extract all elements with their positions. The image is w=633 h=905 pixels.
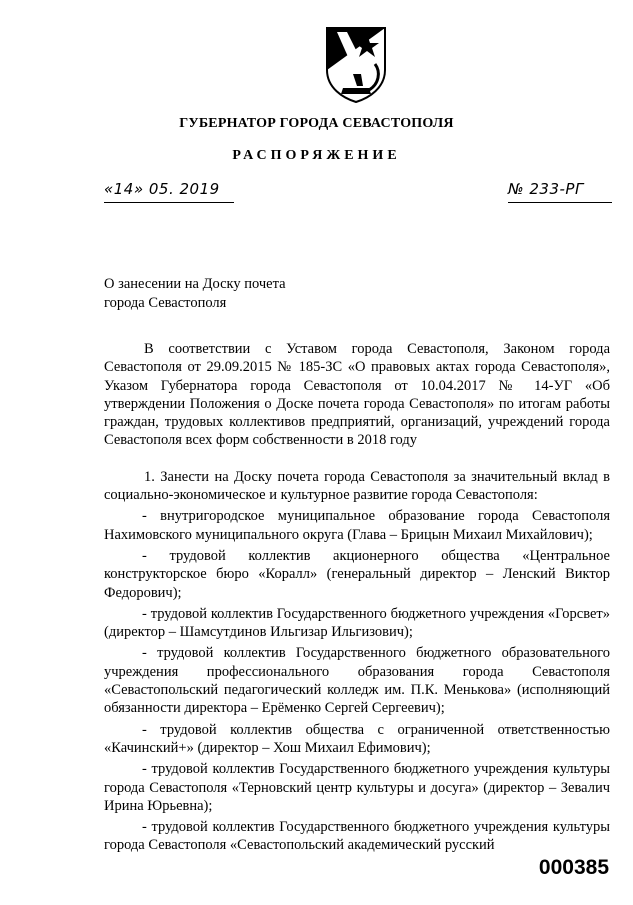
list-item: - трудовой коллектив Государственного бюджетного учреждения культуры города Севастополя «Терновский центр культуры и досуга» (директор – Зевалич Ирина Юрьевна); xyxy=(104,761,610,814)
list-item: - трудовой коллектив Государственного бюджетного учреждения культуры города Севастополя «Севастопольский академический русский xyxy=(104,819,610,854)
document-subject xyxy=(104,275,364,313)
preamble-paragraph: В соответствии с Уставом города Севастополя, Законом города Севастополя от 29.09.2015 № 185-ЗС «О правовых актах города Севастополя», Указом Губернатора города Севастополя от 10.04.2017 № 14-УГ «Об утверждении Положения о Доске почета города Севастополя» по итогам работы граждан, трудовых коллективов предприятий, организаций, учреждений города Севастополя всех форм собственности в 2018 году xyxy=(104,341,610,449)
list-item: - трудовой коллектив общества с ограниченной ответственностью «Качинский+» (директор – Хош Михаил Ефимович); xyxy=(104,721,610,756)
list-item: - трудовой коллектив Государственного бюджетного учреждения «Горсвет» (директор – Шамсутдинов Ильгизар Ильгизович); xyxy=(104,605,610,641)
coat-of-arms-emblem xyxy=(323,24,389,104)
document-date: «14» 05. 2019 xyxy=(104,180,234,203)
page-serial-number: 000385 xyxy=(538,856,609,879)
document-body xyxy=(104,340,610,855)
document-number: № 233-РГ xyxy=(508,180,612,203)
list-item: - внутригородское муниципальное образование города Севастополя Нахимовского муниципального округа (Глава – Брицын Михаил Михайлович); xyxy=(104,508,610,543)
subject-line: города Севастополя xyxy=(104,295,227,311)
subject-line: О занесении на Доску почета xyxy=(104,276,286,292)
issuing-authority: ГУБЕРНАТОР ГОРОДА СЕВАСТОПОЛЯ xyxy=(179,116,454,131)
list-item: - трудовой коллектив акционерного общества «Центральное конструкторское бюро «Коралл» (генеральный директор – Ленский Виктор Федорович); xyxy=(104,547,610,601)
list-item: - трудовой коллектив Государственного бюджетного образовательного учреждения профессионального образования города Севастополя «Севастопольский педагогический колледж им. П.К. Менькова» (исполняющий обязанности директора – Ерёменко Сергей Сергеевич); xyxy=(104,645,610,717)
document-type-title: РАСПОРЯЖЕНИЕ xyxy=(232,148,401,163)
clause-paragraph: 1. Занести на Доску почета города Севастополя за значительный вклад в социально-экономическое и культурное развитие города Севастополя: xyxy=(104,468,610,504)
